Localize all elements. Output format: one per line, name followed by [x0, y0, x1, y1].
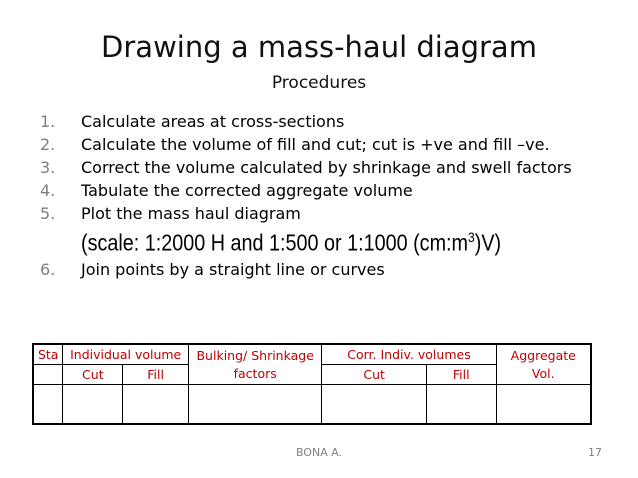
- slide-subtitle: Procedures: [271, 73, 367, 93]
- list-item: [40, 204, 620, 256]
- scale-text-end: )V): [474, 229, 502, 256]
- list-item: [40, 135, 620, 154]
- list-item: [40, 181, 620, 200]
- step-text: Plot the mass haul diagram: [81, 204, 301, 223]
- step-number: 6.: [40, 259, 56, 279]
- header-individual-volume: Individual volume: [63, 344, 189, 365]
- header-aggregate-vol: Aggregate Vol.: [496, 344, 591, 385]
- step-text: Correct the volume calculated by shrinkage and swell factors: [81, 158, 572, 177]
- header-corr-cut: Cut: [322, 365, 426, 385]
- scale-text: (scale: 1:2000 H and 1:500 or 1:1000 (cm:m: [81, 229, 469, 256]
- step-text: Tabulate the corrected aggregate volume: [81, 181, 413, 200]
- header-corr-indiv-volumes: Corr. Indiv. volumes: [322, 344, 496, 365]
- header-fill: Fill: [123, 365, 189, 385]
- footer-author: BONA A.: [295, 446, 343, 459]
- scale-superscript: 3: [468, 229, 475, 245]
- procedure-list: [40, 112, 620, 283]
- step-number: 4.: [40, 181, 56, 200]
- header-bulking-shrinkage: Bulking/ Shrinkage factors: [188, 344, 322, 385]
- header-corr-fill: Fill: [426, 365, 496, 385]
- cell-empty: [63, 385, 123, 425]
- step-number: 2.: [40, 135, 56, 154]
- header-cut: Cut: [63, 365, 123, 385]
- cell-empty: [496, 385, 591, 425]
- list-item: [40, 158, 620, 177]
- cell-empty: [33, 365, 63, 385]
- step-number: 1.: [40, 112, 56, 131]
- header-sta: Sta: [33, 344, 63, 365]
- cell-empty: [33, 385, 63, 425]
- cell-empty: [322, 385, 426, 425]
- cell-empty: [188, 385, 322, 425]
- page-number: 17: [588, 446, 602, 459]
- list-item: [40, 260, 620, 279]
- slide-title: Drawing a mass-haul diagram: [101, 30, 537, 64]
- step-text: Calculate areas at cross-sections: [81, 112, 345, 131]
- mass-haul-table: [32, 343, 592, 425]
- step-text: Calculate the volume of fill and cut; cut is +ve and fill –ve.: [81, 135, 550, 154]
- scale-note: [81, 224, 545, 256]
- cell-empty: [426, 385, 496, 425]
- step-text: Join points by a straight line or curves: [81, 259, 385, 279]
- step-number: 3.: [40, 158, 56, 177]
- step-number: 5.: [40, 204, 56, 223]
- list-item: [40, 112, 620, 131]
- cell-empty: [123, 385, 189, 425]
